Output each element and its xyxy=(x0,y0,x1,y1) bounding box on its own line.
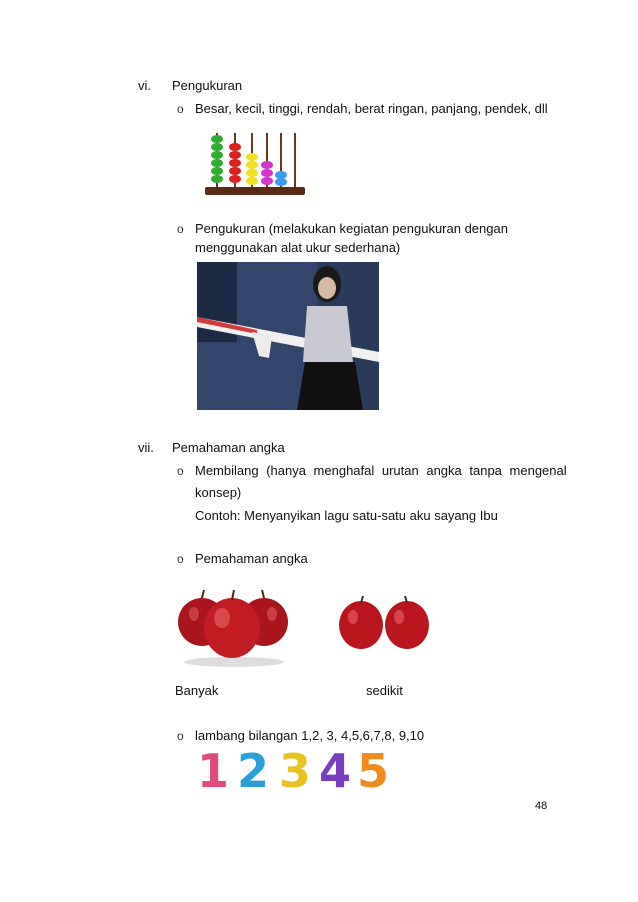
page-number: 48 xyxy=(535,800,548,812)
few-apples-image xyxy=(337,595,431,651)
bullet-marker: o xyxy=(177,729,184,743)
section-vii-number: vii. xyxy=(138,440,154,455)
measurement-activity-line2: menggunakan alat ukur sederhana) xyxy=(195,240,401,255)
bullet-marker: o xyxy=(177,222,184,236)
counting-text-line2: konsep) xyxy=(195,485,242,500)
abacus-image xyxy=(205,127,305,199)
measurement-terms-text: Besar, kecil, tinggi, rendah, berat ringan, panjang, pendek, dll xyxy=(195,101,548,116)
counting-text-line1: Membilang (hanya menghafal urutan angka tanpa mengenal xyxy=(195,463,567,478)
number-symbols-image xyxy=(195,748,396,794)
bullet-marker: o xyxy=(177,552,184,566)
numeral-two: 2 xyxy=(237,748,270,794)
label-few: sedikit xyxy=(366,683,403,698)
numeral-four: 4 xyxy=(319,748,352,794)
numeral-five: 5 xyxy=(357,748,390,794)
label-many: Banyak xyxy=(175,683,219,698)
number-understanding-text: Pemahaman angka xyxy=(195,551,308,566)
bullet-marker: o xyxy=(177,102,184,116)
section-vi-number: vi. xyxy=(138,78,151,93)
counting-example: Contoh: Menyanyikan lagu satu-satu aku sayang Ibu xyxy=(195,508,498,523)
section-vi-title: Pengukuran xyxy=(172,78,243,93)
many-apples-image xyxy=(174,584,292,668)
numeral-three: 3 xyxy=(279,748,312,794)
bullet-marker: o xyxy=(177,464,184,478)
section-vii-title: Pemahaman angka xyxy=(172,440,285,455)
measuring-photo xyxy=(197,262,379,410)
measurement-activity-line1: Pengukuran (melakukan kegiatan pengukuran dengan xyxy=(195,221,508,236)
number-symbols-text: lambang bilangan 1,2, 3, 4,5,6,7,8, 9,10 xyxy=(195,728,425,743)
numeral-one: 1 xyxy=(197,748,230,794)
